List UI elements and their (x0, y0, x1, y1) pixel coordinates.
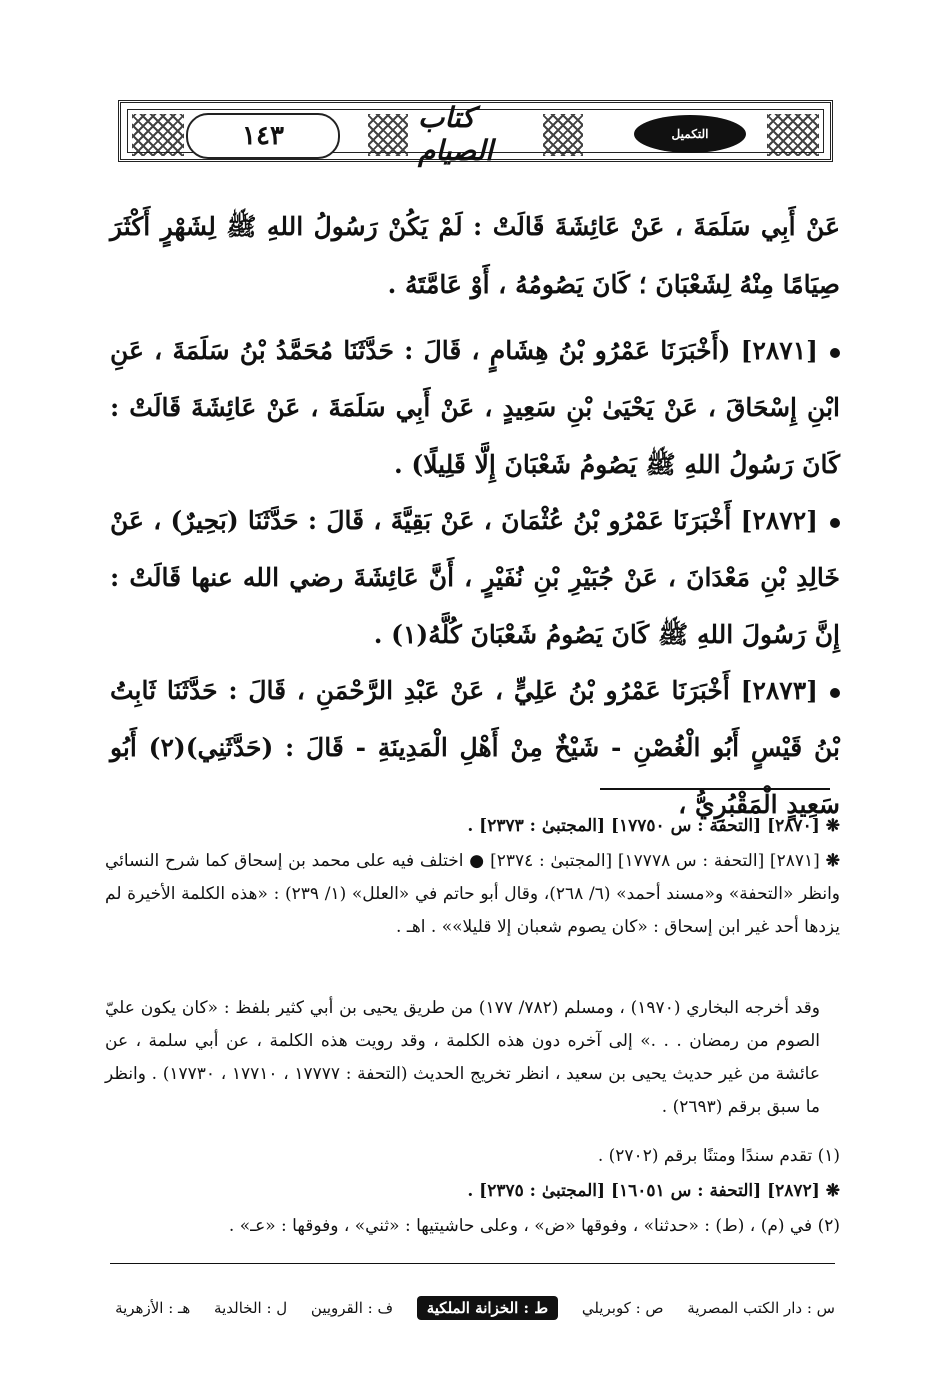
footnote-1: (١) تقدم سندًا ومتنًا برقم (٢٧٠٢) . (597, 1146, 840, 1166)
seal-icon: التكميل (634, 115, 746, 153)
bullet-icon (830, 348, 840, 358)
asterisk-icon: ❋ (825, 1181, 840, 1201)
header-frame (127, 101, 824, 167)
hadith-text: [٢٨٧١] (أَخْبَرَنَا عَمْرُو بْنُ هِشَامٍ ، قَالَ : حَدَّثَنَا مُحَمَّدُ بْنُ سَلَمَةَ ، عَنِ ابْنِ إِسْحَاقَ ، عَنْ يَحْيَىٰ بْنِ سَعِيدٍ ، عَنْ أَبِي سَلَمَةَ ، عَنْ عَائِشَةَ قَالَتْ : كَانَ رَسُولُ اللهِ ﷺ يَصُومُ شَعْبَانَ إِلَّا قَلِيلًا) . (110, 336, 840, 479)
hadith-text: [٢٨٧٢] أَخْبَرَنَا عَمْرُو بْنُ عُثْمَانَ ، عَنْ بَقِيَّةَ ، قَالَ : حَدَّثَنَا (بَحِيرٌ) ، عَنْ خَالِدِ بْنِ مَعْدَانَ ، عَنْ جُبَيْرِ بْنِ نُفَيْرٍ ، أَنَّ عَائِشَةَ رضي الله عنها قَالَتْ : إِنَّ رَسُولَ اللهِ ﷺ كَانَ يَصُومُ شَعْبَانَ كُلَّهُ(١) . (110, 506, 840, 649)
footnote-2: (٢) في (م) ، (ط) : «حدثنا» ، وفوقها «ض» ، وعلى حاشيتيها : «ثني» ، وفوقها : «عـ» . (228, 1216, 840, 1236)
footnote-2870 (105, 810, 840, 843)
paragraph-continuation: عَنْ أَبِي سَلَمَةَ ، عَنْ عَائِشَةَ قَالَتْ : لَمْ يَكُنْ رَسُولُ اللهِ ﷺ لِشَهْرٍ أَكْثَرَ صِيَامًا مِنْهُ لِشَعْبَانَ ؛ كَانَ يَصُومُهُ ، أَوْ عَامَّتَهُ . (110, 212, 840, 299)
asterisk-icon: ❋ (825, 816, 840, 836)
legend-item-highlighted: ط : الخزانة الملكية (417, 1296, 558, 1320)
ornament-icon (543, 114, 583, 156)
seal-logo (615, 112, 765, 156)
bullet-icon (830, 518, 840, 528)
hadith-text: [٢٨٧٣] أَخْبَرَنَا عَمْرُو بْنُ عَلِيٍّ ، عَنْ عَبْدِ الرَّحْمَنِ ، قَالَ : حَدَّثَنَا ثَابِتُ بْنُ قَيْسٍ أَبُو الْغُصْنِ - شَيْخٌ مِنْ أَهْلِ الْمَدِينَةِ - قَالَ : (حَدَّثَنِي)(٢) أَبُو سَعِيدٍ الْمَقْبُرِيُّ ، (110, 676, 840, 819)
bullet-icon (830, 688, 840, 698)
asterisk-icon: ❋ (825, 851, 840, 871)
footnote-text: [٢٨٧١] [التحفة : س ١٧٧٧٨] [المجتبىٰ : ٢٣٧٤] ● اختلف فيه على محمد بن إسحاق كما شرح النسائي وانظر «التحفة» و«مسند أحمد» (٦/ ٢٦٨)، وقال أبو حاتم في «العلل» (١/ ٢٣٩) : «هذه الكلمة الأخيرة لم يزدها أحد غير ابن إسحاق : «كان يصوم شعبان إلا قليلا»» . اهـ . (105, 851, 841, 937)
legend-item: هـ : الأزهرية (115, 1299, 191, 1317)
hadith-2873 (110, 662, 840, 833)
footnote-text: [٢٨٧٠] [التحفة : س ١٧٧٥٠] [المجتبىٰ : ٢٣٧٣] . (467, 816, 820, 836)
page-number: ١٤٣ (186, 113, 340, 159)
ornament-icon (767, 114, 819, 156)
footnote-text: [٢٨٧٢] [التحفة : س ١٦٠٥١] [المجتبىٰ : ٢٣٧٥] . (467, 1181, 820, 1201)
ornament-icon (132, 114, 184, 156)
hadith-2871 (110, 322, 840, 493)
chapter-title: كتاب الصيام (418, 101, 493, 167)
footnote-2871 (105, 845, 840, 944)
legend-item: ل : الخالدية (214, 1299, 288, 1317)
legend-item: ف : القرويين (310, 1299, 394, 1317)
legend-divider (110, 1263, 835, 1264)
hadith-2872 (110, 492, 840, 663)
footnote-divider (600, 788, 830, 790)
ornament-icon (368, 114, 408, 156)
page-header (118, 100, 833, 167)
manuscript-legend (115, 1294, 835, 1322)
legend-item: س : دار الكتب المصرية (687, 1299, 835, 1317)
footnote-2872 (105, 1175, 840, 1208)
footnote-2871-cont: وقد أخرجه البخاري (١٩٧٠) ، ومسلم (٧٨٢/ ١٧٧) من طريق يحيى بن أبي كثير بلفظ : «كان يكون عليّ الصوم من رمضان . . .» إلى آخره دون هذه الكلمة ، وقد رويت هذه الكلمة ، عن أبي سلمة ، عن عائشة من غير حديث يحيى بن سعيد ، انظر تخريج الحديث (التحفة : ١٧٧٧٧ ، ١٧٧١٠ ، ١٧٧٣٠) . وانظر ما سبق برقم (٢٦٩٣) . (105, 998, 820, 1117)
legend-item: ص : كوبريلي (581, 1299, 664, 1317)
